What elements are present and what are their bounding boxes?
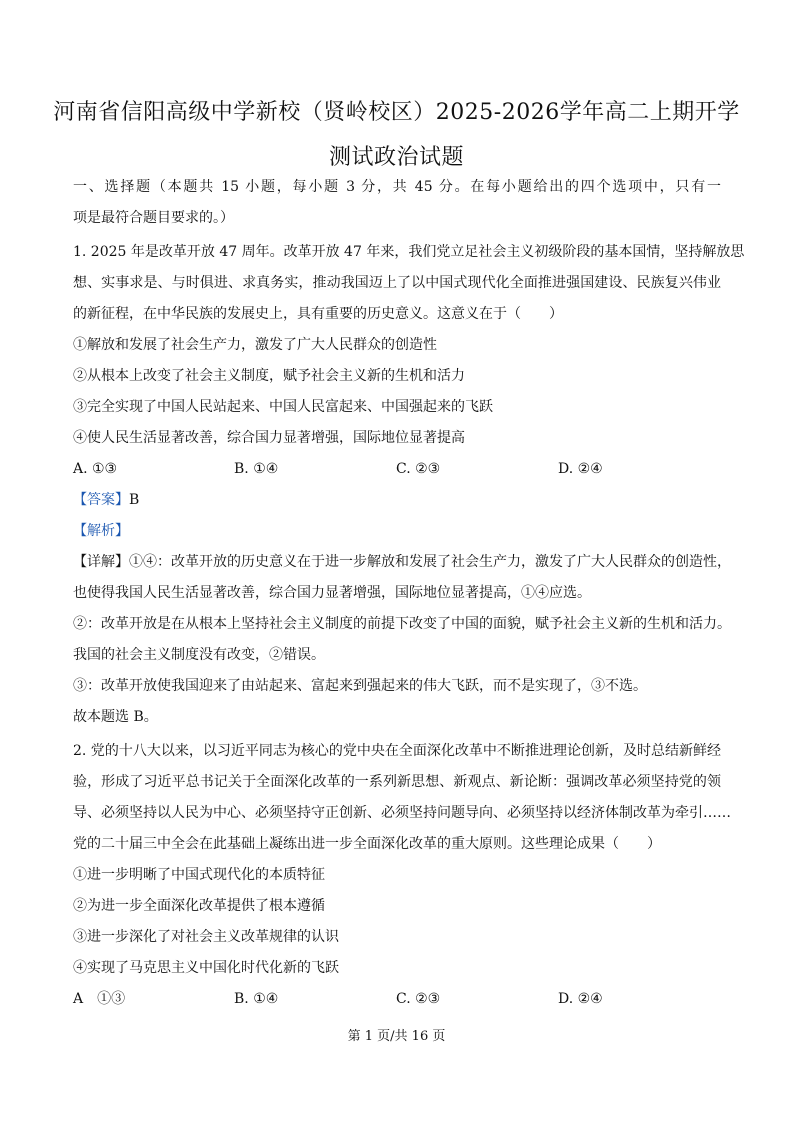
q1-item-2: ②从根本上改变了社会主义制度，赋予社会主义新的生机和活力: [73, 368, 465, 384]
q2-option-c: C. ②③: [396, 991, 441, 1007]
q1-stem-line-3: 的新征程，在中华民族的发展史上，具有重要的历史意义。这意义在于（ ）: [73, 306, 563, 322]
q2-item-2: ②为进一步全面深化改革提供了根本遵循: [73, 898, 325, 914]
q1-answer: [73, 491, 139, 509]
page-footer: 第 1 页/共 16 页: [347, 1029, 446, 1044]
q2-stem-line-3: 导、必须坚持以人民为中心、必须坚持守正创新、必须坚持问题导向、必须坚持以经济体制改革为牵引……: [73, 805, 731, 821]
q1-item-1: ①解放和发展了社会生产力，激发了广大人民群众的创造性: [73, 337, 437, 353]
q1-option-b: B. ①④: [234, 461, 279, 477]
q2-stem-line-2: 验，形成了习近平总书记关于全面深化改革的一系列新思想、新观点、新论断：强调改革必须坚持党的领: [73, 774, 721, 790]
q1-detail-line-3: ②：改革开放是在从根本上坚持社会主义制度的前提下改变了中国的面貌，赋予社会主义新的生机和活力。: [73, 616, 731, 632]
q2-option-a: A ①③: [73, 991, 126, 1007]
doc-title-line-2: 测试政治试题: [328, 145, 464, 170]
section-heading-line-2: 项是最符合题目要求的。）: [73, 210, 234, 226]
q2-item-4: ④实现了马克思主义中国化时代化新的飞跃: [73, 960, 339, 976]
q1-item-3: ③完全实现了中国人民站起来、中国人民富起来、中国强起来的飞跃: [73, 399, 493, 415]
q1-option-a: A. ①③: [73, 461, 118, 477]
q1-stem-line-1: 1. 2025 年是改革开放 47 周年。改革开放 47 年来，我们党立足社会主义初级阶段的基本国情，坚持解放思: [73, 244, 745, 260]
q1-detail-line-2: 也使得我国人民生活显著改善，综合国力显著增强，国际地位显著提高，①④应选。: [73, 585, 591, 601]
q1-detail-line-4: 我国的社会主义制度没有改变，②错误。: [73, 647, 325, 663]
section-heading-line-1: 一、选择题（本题共 15 小题，每小题 3 分，共 45 分。在每小题给出的四个选项中，只有一: [73, 179, 721, 195]
q1-detail-line-1: [73, 553, 731, 571]
q2-item-1: ①进一步明晰了中国式现代化的本质特征: [73, 867, 325, 883]
answer-value: B: [129, 492, 140, 508]
answer-tag: 【答案】: [73, 492, 129, 508]
detail-text-1: ①④：改革开放的历史意义在于进一步解放和发展了社会生产力，激发了广大人民群众的创造性，: [129, 554, 731, 570]
q1-detail-line-6: 故本题选 B。: [73, 709, 158, 725]
q1-option-c: C. ②③: [396, 461, 441, 477]
q2-option-b: B. ①④: [234, 991, 279, 1007]
q1-detail-line-5: ③：改革开放使我国迎来了由站起来、富起来到强起来的伟大飞跃，而不是实现了，③不选。: [73, 678, 647, 694]
detail-tag: 【详解】: [73, 554, 129, 570]
q2-stem-line-1: 2. 党的十八大以来，以习近平同志为核心的党中央在全面深化改革中不断推进理论创新，及时总结新鲜经: [73, 743, 721, 759]
q1-stem-line-2: 想、实事求是、与时俱进、求真务实，推动我国迈上了以中国式现代化全面推进强国建设、民族复兴伟业: [73, 275, 721, 291]
q2-stem-line-4: 党的二十届三中全会在此基础上凝练出进一步全面深化改革的重大原则。这些理论成果（ ）: [73, 836, 661, 852]
q2-option-d: D. ②④: [558, 991, 603, 1007]
analysis-tag: 【解析】: [73, 523, 129, 539]
q1-item-4: ④使人民生活显著改善，综合国力显著增强，国际地位显著提高: [73, 430, 465, 446]
q1-option-d: D. ②④: [558, 461, 603, 477]
doc-title-line-1: 河南省信阳高级中学新校（贤岭校区）2025-2026学年高二上期开学: [53, 100, 740, 125]
q2-item-3: ③进一步深化了对社会主义改革规律的认识: [73, 929, 339, 945]
